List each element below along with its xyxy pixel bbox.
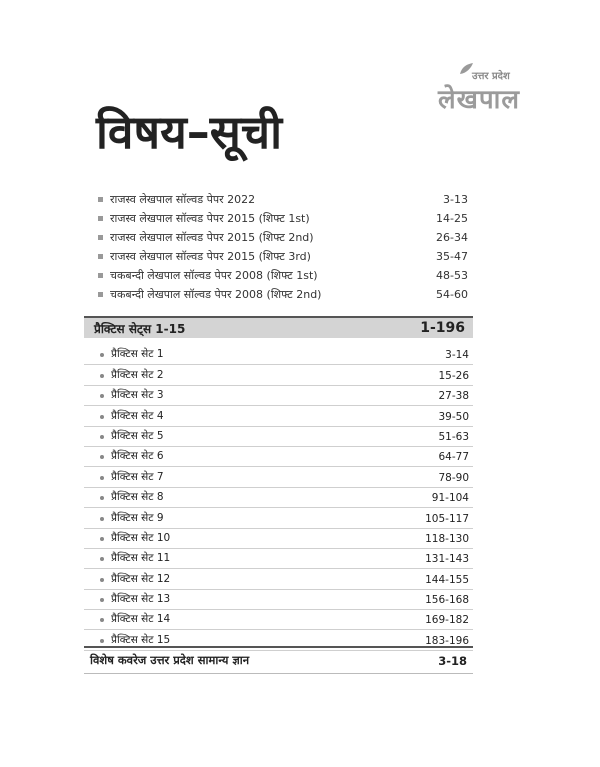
dot-bullet-icon [100, 455, 104, 459]
toc-entry [98, 285, 468, 304]
square-bullet-icon [98, 254, 103, 259]
toc-entry-label: राजस्व लेखपाल सॉल्वड पेपर 2015 (शिफ्ट 3rd) [110, 250, 311, 263]
practice-set-entry [84, 406, 473, 426]
square-bullet-icon [98, 273, 103, 278]
practice-set-label: प्रैक्टिस सेट 7 [111, 470, 164, 483]
practice-set-label: प्रैक्टिस सेट 13 [111, 593, 171, 606]
special-coverage-title: विशेष कवरेज उत्तर प्रदेश सामान्य ज्ञान [90, 653, 250, 667]
dot-bullet-icon [100, 496, 104, 500]
practice-set-label: प्रैक्टिस सेट 8 [111, 491, 164, 504]
logo-top-text: उत्तर प्रदेश [472, 71, 510, 82]
solved-papers-list [98, 190, 468, 304]
logo-main-text: लेखपाल [438, 85, 521, 115]
practice-set-label: प्रैक्टिस सेट 6 [111, 450, 164, 463]
brand-logo [436, 68, 546, 118]
practice-set-pages: 78-90 [438, 471, 469, 484]
practice-set-pages: 91-104 [431, 492, 469, 505]
toc-entry-label: राजस्व लेखपाल सॉल्वड पेपर 2015 (शिफ्ट 1st) [110, 212, 310, 225]
dot-bullet-icon [100, 618, 104, 622]
practice-set-entry [84, 386, 473, 406]
practice-set-entry [84, 467, 473, 487]
square-bullet-icon [98, 197, 103, 202]
dot-bullet-icon [100, 639, 104, 643]
practice-sets-section [84, 316, 473, 651]
practice-set-label: प्रैक्टिस सेट 3 [111, 389, 164, 402]
practice-set-entry [84, 569, 473, 589]
practice-set-entry [84, 590, 473, 610]
dot-bullet-icon [100, 435, 104, 439]
toc-entry-label: राजस्व लेखपाल सॉल्वड पेपर 2022 [110, 193, 256, 206]
practice-set-pages: 39-50 [438, 410, 469, 423]
dot-bullet-icon [100, 476, 104, 480]
practice-set-pages: 118-130 [425, 532, 469, 545]
dot-bullet-icon [100, 537, 104, 541]
practice-set-pages: 64-77 [438, 451, 469, 464]
practice-set-pages: 144-155 [425, 573, 469, 586]
practice-set-label: प्रैक्टिस सेट 15 [111, 633, 171, 646]
special-coverage-section [84, 646, 473, 674]
square-bullet-icon [98, 216, 103, 221]
toc-entry-pages: 48-53 [436, 269, 468, 282]
dot-bullet-icon [100, 374, 104, 378]
practice-set-pages: 51-63 [438, 430, 469, 443]
practice-set-pages: 3-14 [445, 349, 469, 362]
toc-entry [98, 266, 468, 285]
toc-entry [98, 247, 468, 266]
practice-set-pages: 156-168 [425, 594, 469, 607]
practice-set-label: प्रैक्टिस सेट 9 [111, 511, 164, 524]
practice-set-label: प्रैक्टिस सेट 11 [111, 552, 171, 565]
practice-set-entry [84, 508, 473, 528]
practice-sets-list [84, 345, 473, 651]
toc-entry-label: चकबन्दी लेखपाल सॉल्वड पेपर 2008 (शिफ्ट 1st) [110, 269, 318, 282]
dot-bullet-icon [100, 598, 104, 602]
toc-entry-label: चकबन्दी लेखपाल सॉल्वड पेपर 2008 (शिफ्ट 2nd) [110, 288, 322, 301]
practice-sets-title: प्रैक्टिस सेट्स 1-15 [94, 321, 186, 336]
square-bullet-icon [98, 292, 103, 297]
practice-set-pages: 169-182 [425, 614, 469, 627]
practice-set-label: प्रैक्टिस सेट 4 [111, 409, 164, 422]
toc-entry-pages: 14-25 [436, 212, 468, 225]
toc-entry-pages: 35-47 [436, 250, 468, 263]
practice-set-label: प्रैक्टिस सेट 1 [111, 348, 164, 361]
dot-bullet-icon [100, 557, 104, 561]
practice-set-label: प्रैक्टिस सेट 10 [111, 531, 171, 544]
dot-bullet-icon [100, 394, 104, 398]
special-coverage-pages: 3-18 [438, 653, 467, 668]
practice-set-entry [84, 427, 473, 447]
practice-sets-pages: 1-196 [420, 320, 465, 336]
practice-set-entry [84, 610, 473, 630]
toc-entry-pages: 54-60 [436, 288, 468, 301]
practice-set-entry [84, 549, 473, 569]
practice-set-pages: 15-26 [438, 369, 469, 382]
dot-bullet-icon [100, 353, 104, 357]
toc-entry [98, 228, 468, 247]
practice-set-entry [84, 447, 473, 467]
practice-set-label: प्रैक्टिस सेट 5 [111, 429, 164, 442]
dot-bullet-icon [100, 415, 104, 419]
dot-bullet-icon [100, 517, 104, 521]
practice-sets-header [84, 316, 473, 338]
toc-entry [98, 209, 468, 228]
practice-set-pages: 105-117 [425, 512, 469, 525]
toc-entry-pages: 26-34 [436, 231, 468, 244]
dot-bullet-icon [100, 578, 104, 582]
toc-entry-label: राजस्व लेखपाल सॉल्वड पेपर 2015 (शिफ्ट 2nd) [110, 231, 314, 244]
practice-set-entry [84, 488, 473, 508]
practice-set-entry [84, 529, 473, 549]
practice-set-entry [84, 365, 473, 385]
toc-entry [98, 190, 468, 209]
practice-set-label: प्रैक्टिस सेट 14 [111, 613, 171, 626]
practice-set-pages: 131-143 [425, 553, 469, 566]
page-title: विषय–सूची [96, 105, 282, 159]
practice-set-label: प्रैक्टिस सेट 12 [111, 572, 171, 585]
practice-set-entry [84, 345, 473, 365]
practice-set-pages: 27-38 [438, 390, 469, 403]
toc-entry-pages: 3-13 [443, 193, 468, 206]
practice-set-pages: 183-196 [425, 634, 469, 647]
practice-set-label: प्रैक्टिस सेट 2 [111, 368, 164, 381]
square-bullet-icon [98, 235, 103, 240]
